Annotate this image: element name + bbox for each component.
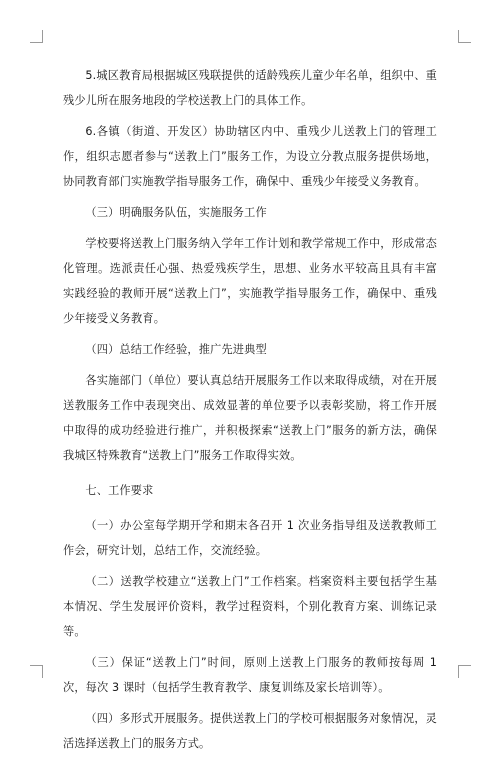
paragraph-summary: 各实施部门（单位）要认真总结开展服务工作以来取得成绩，对在开展送教服务工作中表现突出、成效显著的单位要予以表彰奖励，将工作开展中取得的成功经验进行推广，并积极探索“送教上门”服务的新方法，确保我城区特殊教育“送教上门”服务工作取得实效。 [63,374,437,462]
crop-mark-top-right [458,30,471,43]
crop-mark-bottom-left [30,665,43,678]
subheading-3: （三）明确服务队伍，实施服务工作 [85,206,267,219]
requirement-3: （三）保证“送教上门”时间，原则上送教上门服务的教师按每周 1 次，每次 3 课时（包括学生教育教学、康复训练及家长培训等）。 [63,656,437,694]
requirement-1: （一）办公室每学期开学和期末各召开 1 次业务指导组及送教教师工作会，研究计划，总结工作，交流经验。 [63,519,437,557]
document-body [63,63,437,762]
crop-mark-top-left [30,30,43,43]
paragraph-service-team: 学校要将送教上门服务纳入学年工作计划和教学常规工作中，形成常态化管理。选派责任心强、热爱残疾学生，思想、业务水平较高且具有丰富实践经验的教师开展“送教上门”，实施教学指导服务工作，确保中、重残少年接受义务教育。 [63,237,437,325]
section-heading-7: 七、工作要求 [85,484,154,497]
paragraph-item-5: 5.城区教育局根据城区残联提供的适龄残疾儿童少年名单，组织中、重残少儿所在服务地段的学校送教上门的具体工作。 [63,69,437,107]
paragraph-item-6: 6.各镇（街道、开发区）协助辖区内中、重残少儿送教上门的管理工作，组织志愿者参与“送教上门”服务工作，为设立分教点服务提供场地，协同教育部门实施教学指导服务工作，确保中、重残少年接受义务教育。 [63,125,437,188]
requirement-4: （四）多形式开展服务。提供送教上门的学校可根据服务对象情况，灵活选择送教上门的服务方式。 [63,712,437,750]
subheading-4: （四）总结工作经验，推广先进典型 [85,343,267,356]
crop-mark-bottom-right [458,665,471,678]
requirement-2: （二）送教学校建立“送教上门”工作档案。档案资料主要包括学生基本情况、学生发展评价资料，教学过程资料，个别化教育方案、训练记录等。 [63,575,437,638]
